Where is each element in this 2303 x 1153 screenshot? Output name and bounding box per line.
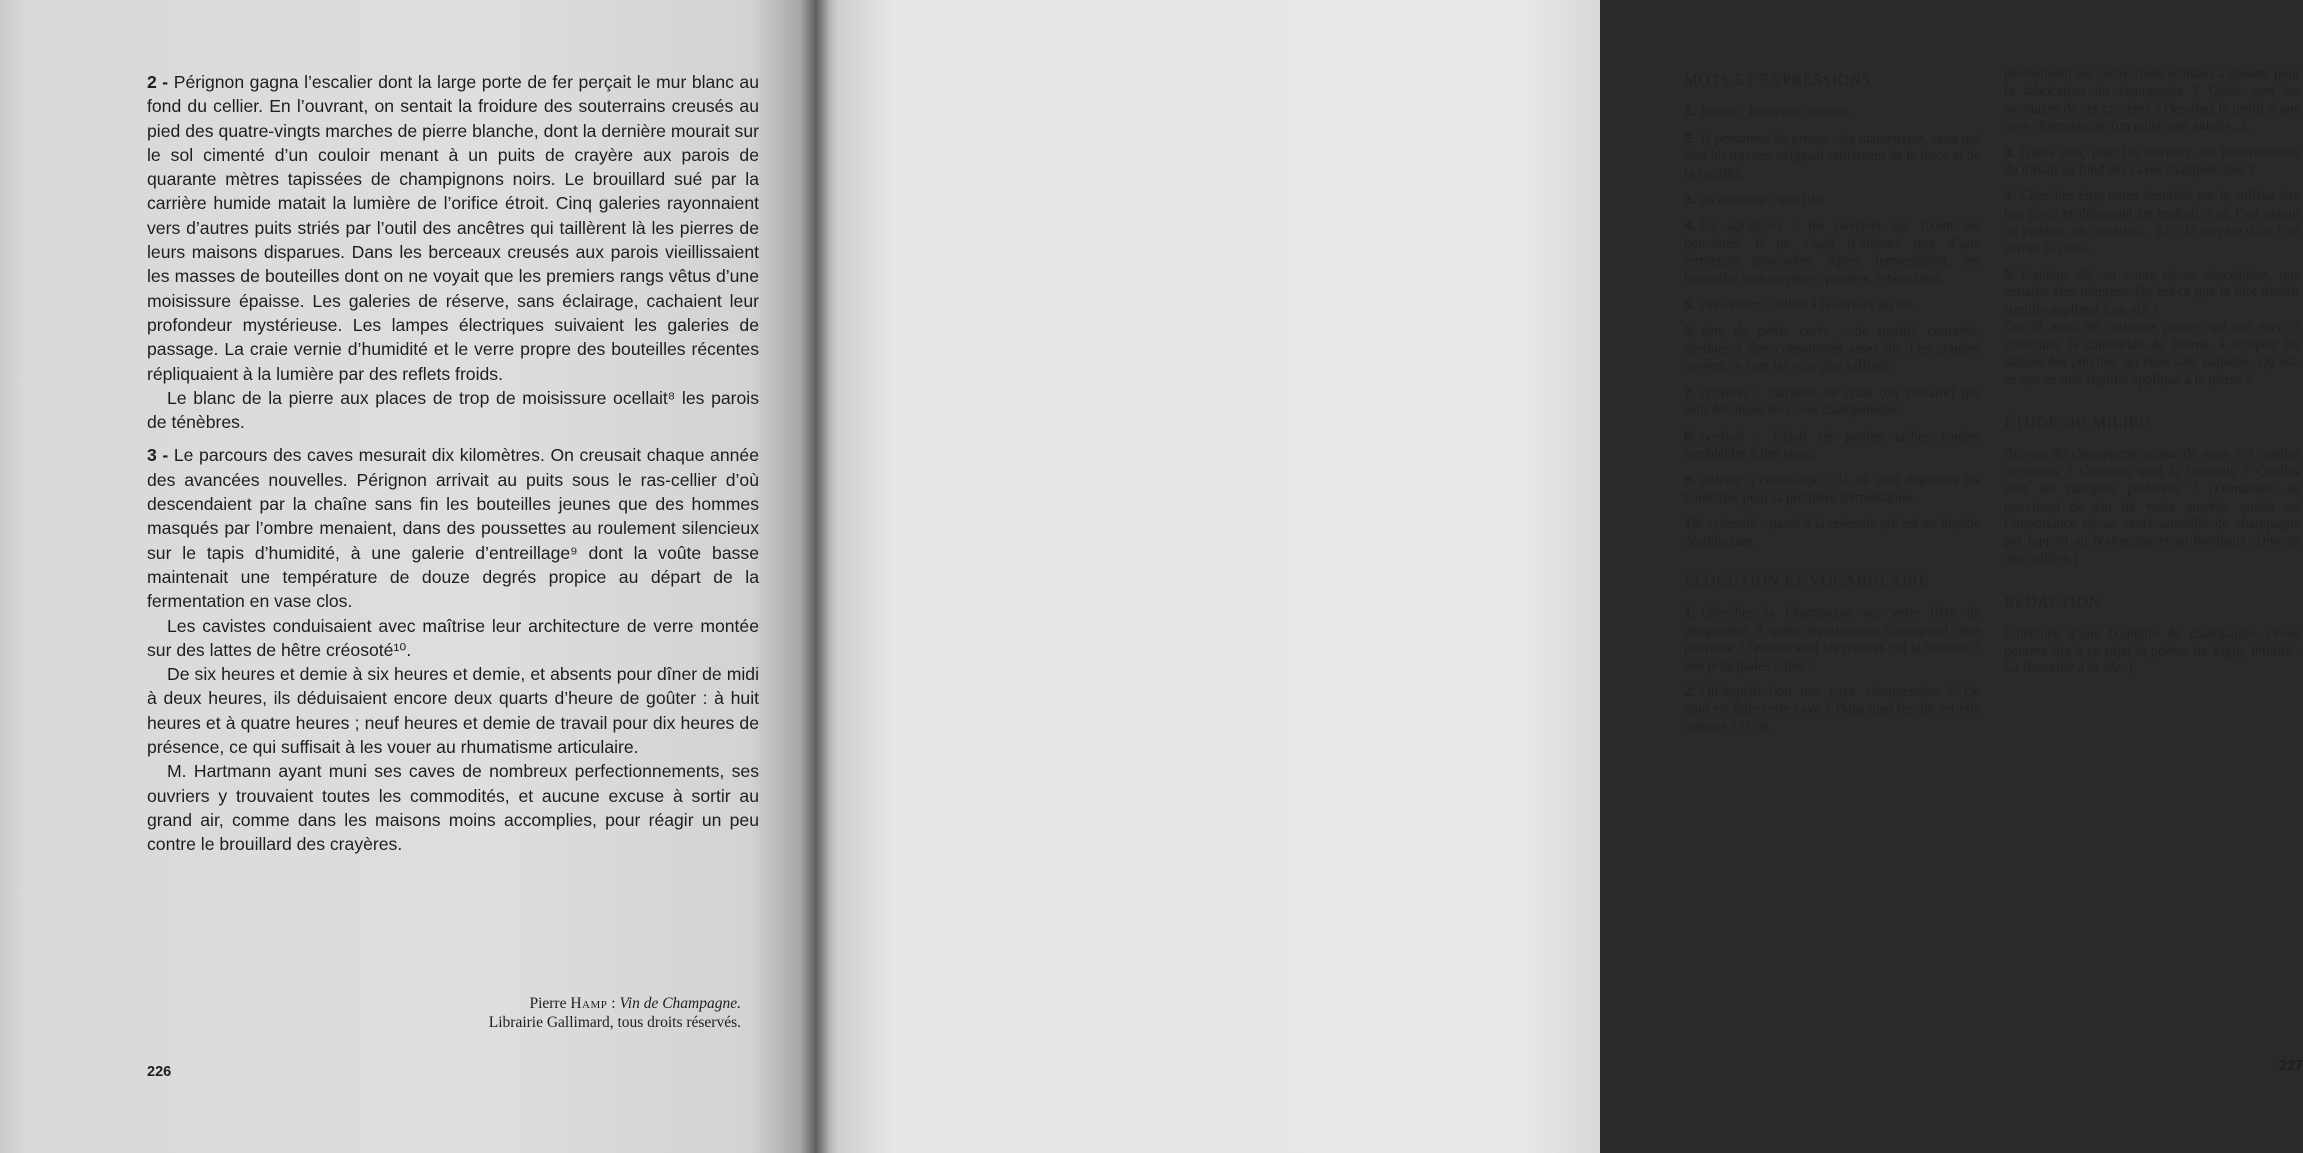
- page-number: 227: [2279, 1058, 2303, 1074]
- page-number: 226: [147, 1064, 172, 1080]
- vocabulary-item: 6. vins de petite carte : de qualité courante, destinés à être consommés assez tôt. Les grandes cuvées, ce sont les vins plus raffinés.: [1684, 322, 1980, 375]
- question: 2. Qu’appelle-t-on une cave champenoise ? De quoi est faite cette cave ? Dans quel terrain est-elle creusée ? D’où: [1684, 682, 1980, 735]
- section-heading: ÉTUDE DU MILIEU: [2004, 414, 2152, 432]
- paragraph: Le blanc de la pierre aux places de trop de moisissure ocellait⁸ les parois de ténèbres.: [147, 387, 759, 433]
- redaction-text: L’histoire d’une bouteille de champagne. (Vous pourrez lire à ce sujet le poème de Vigny intitulé : La Bouteille à la Mer.): [2004, 625, 2300, 677]
- right-page: [815, 0, 2303, 1153]
- vocabulary-item: 5. ras-cellier : cellier à la surface du sol.: [1684, 296, 1917, 314]
- vocabulary-list: [1684, 103, 1980, 551]
- paragraph: 2 - Pérignon gagna l’escalier dont la large porte de fer perçait le mur blanc au fond du cellier. En l’ouvrant, on sentait la froidure des souterrains creusés au pied des quatre-vingts marches de pierre blanche, dont la dernière mourait sur le sol cimenté d’un couloir menant à un puits de crayère aux parois de quarante mètres tapissées de champignons noirs. Le brouillard sué par la carrière humide matait la lumière de l’orifice étroit. Cinq galeries rayonnaient vers d’autres puits striés par l’outil des ancêtres qui taillèrent là les pierres de leurs maisons disparues. Dans les berceaux creusés aux parois vieillissaient les masses de bouteilles dont on ne voyait que les premiers rangs vêtus d’une moisissure épaisse. Les galeries de réserve, sans éclairage, cachaient leur profondeur mystérieuse. Les lampes électriques suivaient les galeries de passage. La craie vernie d’humidité et le verre propre des bouteilles récentes répliquaient à la lumière par des reflets froids.: [147, 72, 759, 384]
- left-page: [0, 0, 815, 1153]
- question: 1. Cherchez la Champagne sur votre livre de géographie. A quels départements correspond cette province ? Quelles sont les rivières qui la traverse ? Ses principales villes ?: [1684, 604, 1980, 674]
- paragraph: Les cavistes conduisaient avec maîtrise leur architecture de verre montée sur des lattes de hêtre créosoté¹⁰.: [147, 615, 759, 660]
- vocabulary-item: 10. créosoté : passé à la créosote qui est un liquide désinfectant.: [1684, 515, 1980, 550]
- section-heading: MOTS ET EXPRESSIONS: [1684, 72, 1872, 89]
- section-heading: RÉDACTION: [2004, 594, 2101, 612]
- question: 4. Cherchez cinq noms terminés par le suffixe ière (ou yère) et désignant un endroit d’où l’on extrait un produit, un matériau... Ex : la crayère d’où l’on extrait la craie...: [2004, 187, 2300, 257]
- vocabulary-item: 8. ocellait : faisait de petites taches rondes semblables à des yeux.: [1684, 427, 1980, 462]
- vocabulary-item: 1. foudre : immense tonneau.: [1684, 103, 1853, 121]
- vocabulary-item: 2. le personnel de presse : les manœuvres, ceux qui font les travaux exigeant seulement de la force et de la rapidité.: [1684, 129, 1980, 182]
- etude-text: Boit-on du champagne autour de vous ? A quelles occasions ? Combien vaut la bouteille ? Quelles sont les marques préférées ? (Demandez au marchand de vin de votre quartier quelle est l’importance de sa vente annuelle de champagne par rapport au bourgogne et au bordeaux. Donnez des chiffres.): [2004, 446, 2300, 567]
- paragraph: De six heures et demie à six heures et demie, et absents pour dîner de midi à deux heures, ils déduisaient encore deux quarts d’heure de goûter : à huit heures et à quatre heures ; neuf heures et demie de travail pour dix heures de présence, ce qui suffisait à les vouer au rhumatisme articulaire.: [147, 664, 759, 758]
- paragraph: 3 - Le parcours des caves mesurait dix kilomètres. On creusait chaque année des avancées nouvelles. Pérignon arrivait au puits sous le ras-cellier d’où descendaient par la chaîne sans fin les bouteilles jeunes que des hommes masqués par l’ombre menaient, dans des poussettes au roulement silencieux sur le tapis d’humidité, à une galerie d’entreillage⁹ dont la voûte basse maintenait une température de douze degrés propice au départ de la fermentation en vase clos.: [147, 445, 759, 612]
- vocabulary-item: 3. un monôme : une file.: [1684, 191, 1825, 209]
- question: 5. L’auteur dit, au cours de sa description, que certains vins meurent. Qu’est-ce que le mot mourir signifie appliqué à un vin ?: [2004, 266, 2300, 318]
- exercise-column-2: [2004, 66, 2300, 686]
- section-heading: ÉLOCUTION ET VOCABULAIRE: [1684, 572, 1930, 590]
- question: 3. Quels sont, pour les ouvriers, les inconvénients du travail au fond des caves champenoises ?: [2004, 143, 2300, 179]
- vocabulary-item: 9. galerie d’entreillage : là où sont déposées les bouteilles pour la première fermentation.: [1684, 471, 1980, 506]
- question-continued: proviennent les excavations utilisées à présent pour la fabrication du champagne ? Quels sont les avantages de ces crayères ? Dessinez le profil d’une cave champenoise (un puits, une galerie...).: [2004, 66, 2300, 135]
- passage-text: [147, 70, 759, 857]
- question-continued: On dit aussi de certaines pierres qui ont servi à construire la cathédrale de Reims, à sculpter les statues des porches, qu’elles sont malades. Qu’est-ce que ce mot signifie appliqué à la pierre ?: [2004, 319, 2300, 388]
- paragraph: M. Hartmann ayant muni ses caves de nombreux perfectionnements, ses ouvriers y trouvaient toutes les commodités, et aucune excuse à sortir au grand air, comme dans les maisons moins accomplies, pour réagir un peu contre le brouillard des crayères.: [147, 761, 759, 855]
- source-citation: Pierre Hamp : Vin de Champagne. Librairie Gallimard, tous droits réservés.: [488, 995, 741, 1031]
- exercise-column-1: [1684, 72, 1980, 744]
- vocabulary-item: 7. crayères : carrières de craie (ou calcaire) qui sont devenues les caves champenoises.: [1684, 383, 1980, 419]
- vocabulary-item: 4. les agrafeurs : les ouvriers qui fixent les bouchons. Il ne s’agit d’ailleurs que d’une fermeture provisoire. Après fermentation, les bouteilles sont ouvertes, purgées, rebouchées.: [1684, 217, 1980, 287]
